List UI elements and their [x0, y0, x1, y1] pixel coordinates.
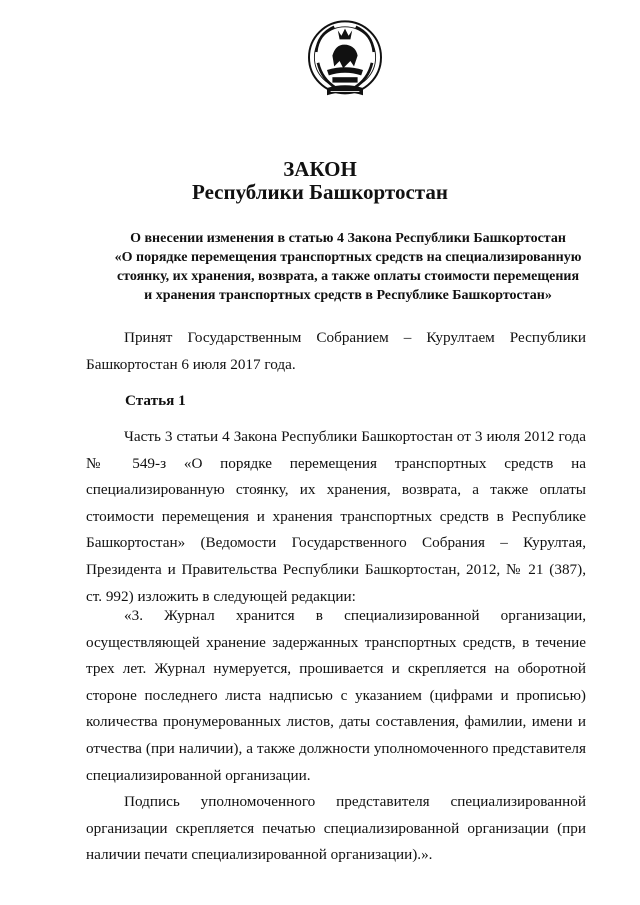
- law-subject: [70, 229, 626, 305]
- paragraph-line: Башкортостан» (Ведомости Государственного Собрания – Курултая,: [86, 534, 586, 552]
- article-paragraph-1: [86, 424, 586, 610]
- subject-line: О внесении изменения в статью 4 Закона Республики Башкортостан: [130, 231, 566, 246]
- coat-of-arms-bashkortostan-icon: [300, 16, 390, 106]
- paragraph-line: специализированной организации.: [86, 766, 311, 784]
- paragraph-line: Президента и Правительства Республики Башкортостан, 2012, № 21 (387),: [86, 560, 586, 578]
- law-title-republic: Республики Башкортостан: [192, 180, 448, 204]
- paragraph-line: Башкортостан 6 июля 2017 года.: [86, 355, 296, 373]
- subject-line: и хранения транспортных средств в Республике Башкортостан»: [144, 288, 552, 303]
- paragraph-line: «3. Журнал хранится в специализированной организации,: [124, 607, 586, 624]
- paragraph-line: отчества (при наличии), а также должности уполномоченного представителя: [86, 739, 586, 757]
- law-title: ЗАКОН: [283, 157, 357, 181]
- paragraph-line: Подпись уполномоченного представителя специализированной: [124, 793, 586, 810]
- paragraph-line: Принят Государственным Собранием – Курултаем Республики: [124, 329, 586, 346]
- article-paragraph-3: [86, 789, 586, 869]
- paragraph-line: Часть 3 статьи 4 Закона Республики Башкортостан от 3 июля 2012 года: [124, 428, 586, 445]
- subject-line: «О порядке перемещения транспортных средств на специализированную: [114, 250, 582, 265]
- paragraph-line: наличии печати специализированной организации).».: [86, 846, 433, 864]
- paragraph-line: трех лет. Журнал нумеруется, прошивается и скрепляется на оборотной: [86, 660, 586, 678]
- paragraph-line: № 549-з «О порядке перемещения транспортных средств на: [86, 454, 586, 472]
- paragraph-line: стоимости перемещения и хранения транспортных средств в Республике: [86, 507, 586, 525]
- article-paragraph-2: [86, 603, 586, 789]
- paragraph-line: количества пронумерованных листов, даты составления, фамилии, имени и: [86, 713, 586, 731]
- adoption-statement: [86, 325, 586, 378]
- subject-line: стоянку, их хранения, возврата, а также оплаты стоимости перемещения: [116, 269, 580, 284]
- paragraph-line: ст. 992) изложить в следующей редакции:: [86, 587, 356, 605]
- paragraph-line: специализированную стоянку, их хранения, возврата, а также оплаты: [86, 481, 586, 499]
- paragraph-line: организации скрепляется печатью специализированной организации (при: [86, 819, 586, 837]
- paragraph-line: стороне последнего листа надписью с указанием (цифрами и прописью): [86, 686, 586, 704]
- paragraph-line: осуществляющей хранение задержанных транспортных средств, в течение: [86, 633, 586, 651]
- article-heading: Статья 1: [125, 392, 186, 409]
